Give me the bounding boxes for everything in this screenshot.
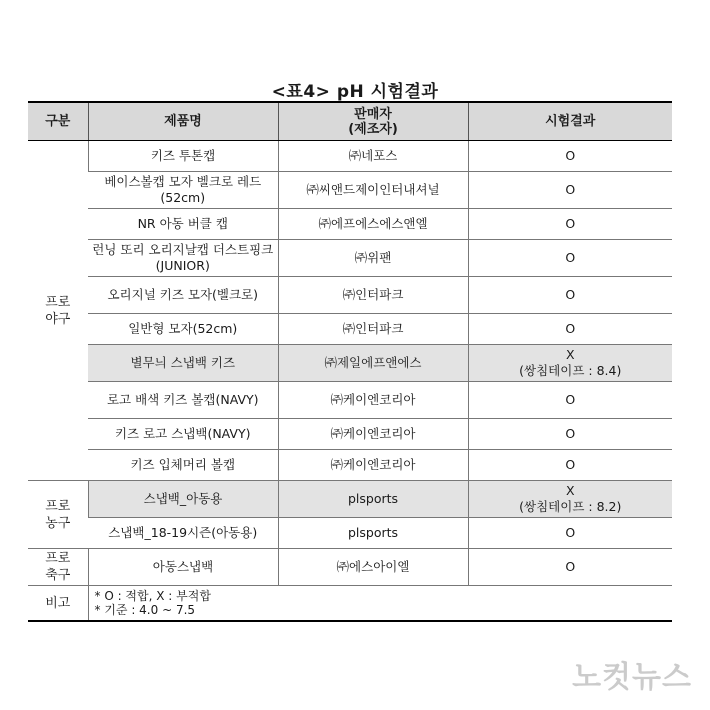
result-cell: O bbox=[468, 314, 672, 345]
result-cell: O bbox=[468, 277, 672, 314]
product-cell: 일반형 모자(52cm) bbox=[88, 314, 278, 345]
result-cell: O bbox=[468, 382, 672, 419]
table-row bbox=[28, 314, 672, 345]
product-cell: 키즈 투톤캡 bbox=[88, 141, 278, 172]
product-cell: 아동스냅백 bbox=[88, 549, 278, 586]
result-cell: O bbox=[468, 209, 672, 240]
category-basketball-line1: 프로 bbox=[45, 498, 71, 514]
table-row bbox=[28, 141, 672, 172]
result-cell: O bbox=[468, 518, 672, 549]
product-cell: 오리지널 키즈 모자(벨크로) bbox=[88, 277, 278, 314]
table-title: <표4> pH 시험결과 bbox=[271, 82, 439, 102]
note-text bbox=[88, 586, 672, 622]
result-cell: O bbox=[468, 240, 672, 277]
table-row bbox=[28, 240, 672, 277]
result-cell: O bbox=[468, 172, 672, 209]
seller-cell: ㈜에프에스에스앤엘 bbox=[278, 209, 468, 240]
header-seller bbox=[278, 102, 468, 141]
header-category: 구분 bbox=[28, 102, 88, 141]
table-row bbox=[28, 382, 672, 419]
watermark-logo: 노컷뉴스 bbox=[572, 660, 692, 695]
product-cell: 키즈 입체머리 볼캡 bbox=[88, 450, 278, 481]
category-basketball bbox=[28, 481, 88, 549]
category-basketball-line2: 농구 bbox=[45, 515, 71, 531]
header-seller-line2: (제조자) bbox=[348, 121, 398, 137]
seller-cell: plsports bbox=[278, 518, 468, 549]
product-cell: 별무늬 스냅백 키즈 bbox=[88, 345, 278, 382]
table-row bbox=[28, 450, 672, 481]
result-cell: O bbox=[468, 419, 672, 450]
result-mark: X bbox=[565, 483, 575, 498]
category-soccer bbox=[28, 549, 88, 586]
result-note: (쌍침테이프 : 8.4) bbox=[519, 363, 622, 378]
seller-cell: ㈜인터파크 bbox=[278, 277, 468, 314]
result-cell bbox=[468, 345, 672, 382]
table-row bbox=[28, 277, 672, 314]
product-cell: 로고 배색 키즈 볼캡(NAVY) bbox=[88, 382, 278, 419]
table-row bbox=[28, 172, 672, 209]
ph-test-results-table bbox=[28, 101, 672, 622]
header-row bbox=[28, 102, 672, 141]
category-soccer-line1: 프로 bbox=[45, 551, 71, 566]
note-line1: * O : 적합, X : 부적합 bbox=[94, 589, 211, 603]
seller-cell: ㈜위팬 bbox=[278, 240, 468, 277]
seller-cell: ㈜케이엔코리아 bbox=[278, 450, 468, 481]
result-cell: O bbox=[468, 141, 672, 172]
seller-cell: ㈜제일에프앤에스 bbox=[278, 345, 468, 382]
seller-cell: ㈜에스아이엘 bbox=[278, 549, 468, 586]
result-note: (쌍침테이프 : 8.2) bbox=[519, 499, 622, 514]
result-mark: X bbox=[565, 347, 575, 362]
table-row bbox=[28, 209, 672, 240]
note-row bbox=[28, 586, 672, 622]
header-result: 시험결과 bbox=[468, 102, 672, 141]
table-row-nonconforming bbox=[28, 481, 672, 518]
seller-cell: ㈜네포스 bbox=[278, 141, 468, 172]
result-cell: O bbox=[468, 549, 672, 586]
seller-cell: ㈜씨앤드제이인터내셔널 bbox=[278, 172, 468, 209]
result-cell bbox=[468, 481, 672, 518]
seller-cell: ㈜케이엔코리아 bbox=[278, 419, 468, 450]
category-soccer-line2: 축구 bbox=[45, 568, 71, 583]
seller-cell: plsports bbox=[278, 481, 468, 518]
result-cell: O bbox=[468, 450, 672, 481]
table-row bbox=[28, 419, 672, 450]
category-baseball-line1: 프로 bbox=[45, 294, 71, 310]
seller-cell: ㈜케이엔코리아 bbox=[278, 382, 468, 419]
product-cell: 베이스볼캡 모자 벨크로 레드(52cm) bbox=[88, 172, 278, 209]
product-cell: 스냅백_아동용 bbox=[88, 481, 278, 518]
product-cell: NR 아동 버클 캡 bbox=[88, 209, 278, 240]
note-label: 비고 bbox=[28, 586, 88, 622]
header-seller-line1: 판매자 bbox=[354, 106, 392, 122]
table-row bbox=[28, 518, 672, 549]
seller-cell: ㈜인터파크 bbox=[278, 314, 468, 345]
table-row-nonconforming bbox=[28, 345, 672, 382]
note-line2: * 기준 : 4.0 ~ 7.5 bbox=[94, 603, 196, 617]
product-cell: 키즈 로고 스냅백(NAVY) bbox=[88, 419, 278, 450]
product-cell: 스냅백_18-19시즌(아동용) bbox=[88, 518, 278, 549]
category-baseball-line2: 야구 bbox=[45, 311, 71, 327]
category-baseball bbox=[28, 141, 88, 481]
table-row bbox=[28, 549, 672, 586]
product-cell: 런닝 또리 오리지날캡 더스트핑크(JUNIOR) bbox=[88, 240, 278, 277]
header-product: 제품명 bbox=[88, 102, 278, 141]
